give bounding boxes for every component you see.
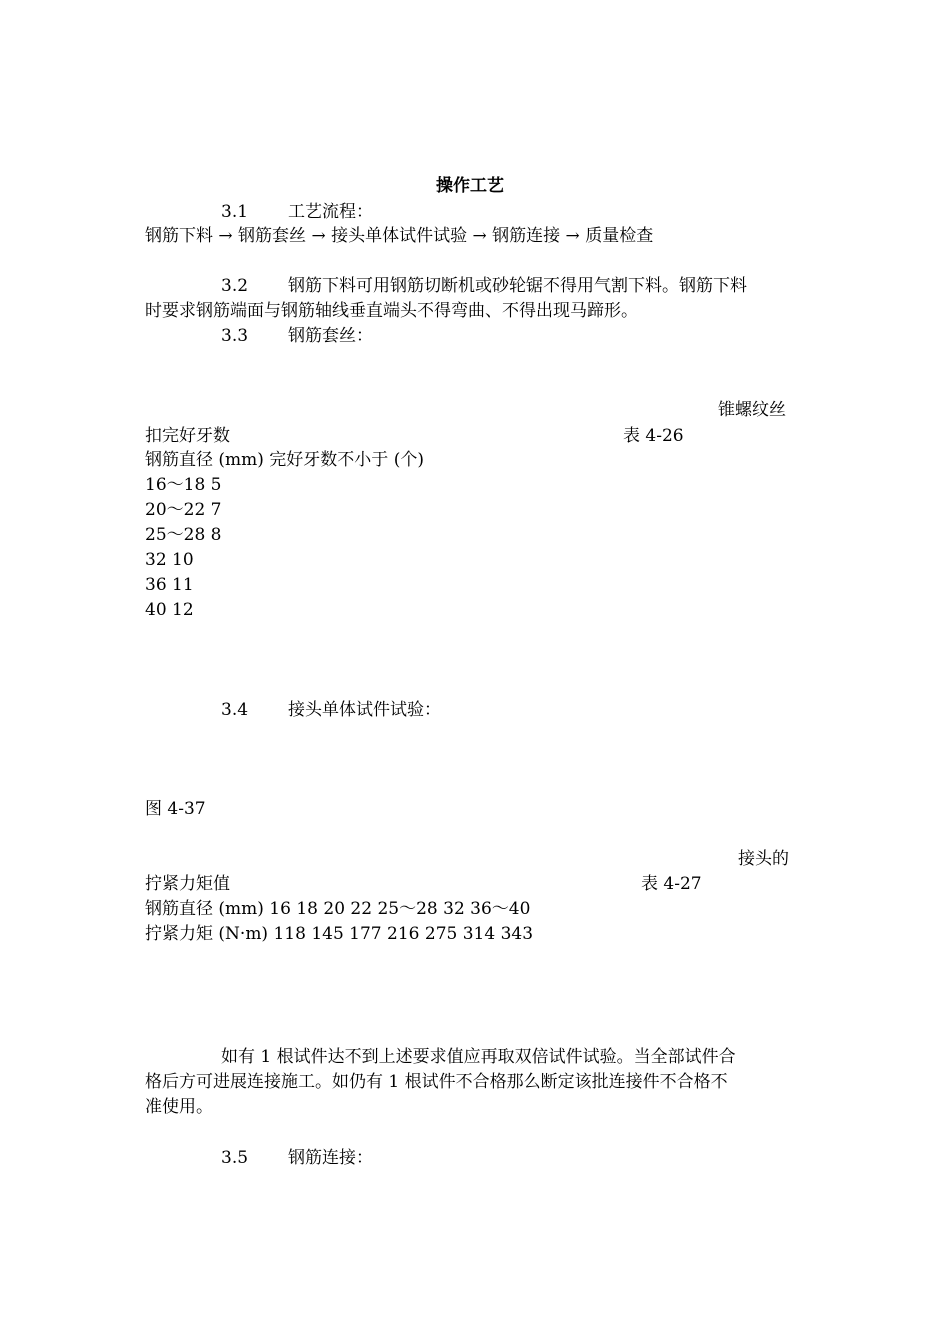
table-row: 25～28 8 [145, 525, 222, 545]
note-line2: 格后方可进展连接施工。如仍有 1 根试件不合格那么断定该批连接件不合格不 [145, 1072, 728, 1092]
table-4-27-number: 表 4-27 [641, 874, 702, 894]
section-3-2-text-line2: 时要求钢筋端面与钢筋轴线垂直端头不得弯曲、不得出现马蹄形。 [145, 301, 638, 321]
note-line3: 准使用。 [145, 1097, 213, 1117]
table-4-27-row-diameter: 钢筋直径 (mm) 16 18 20 22 25～28 32 36～40 [145, 899, 531, 919]
table-4-27-caption-right: 接头的 [738, 849, 789, 869]
table-4-27-caption-left: 拧紧力矩值 [145, 874, 230, 894]
section-3-5-number: 3.5 [221, 1148, 249, 1168]
section-3-3-number: 3.3 [221, 326, 249, 346]
section-3-4-label: 接头单体试件试验： [288, 700, 441, 720]
table-row: 40 12 [145, 600, 194, 620]
table-4-26-header: 钢筋直径 (mm) 完好牙数不小于 (个) [145, 450, 424, 470]
section-3-2-text-line1: 钢筋下料可用钢筋切断机或砂轮锯不得用气割下料。钢筋下料 [288, 276, 747, 296]
table-4-26-number: 表 4-26 [623, 426, 684, 446]
table-row: 16～18 5 [145, 475, 222, 495]
process-flow: 钢筋下料 → 钢筋套丝 → 接头单体试件试验 → 钢筋连接 → 质量检查 [145, 226, 654, 246]
table-row: 20～22 7 [145, 500, 222, 520]
section-3-4-number: 3.4 [221, 700, 249, 720]
section-3-2-number: 3.2 [221, 276, 249, 296]
table-4-27-row-torque: 拧紧力矩 (N·m) 118 145 177 216 275 314 343 [145, 924, 534, 944]
section-3-3-label: 钢筋套丝： [288, 326, 373, 346]
section-3-5-label: 钢筋连接： [288, 1148, 373, 1168]
table-row: 36 11 [145, 575, 194, 595]
table-4-26-caption-left: 扣完好牙数 [145, 426, 230, 446]
section-title: 操作工艺 [436, 176, 504, 196]
section-3-1-label: 工艺流程： [288, 202, 373, 222]
figure-label: 图 4-37 [145, 799, 206, 819]
table-row: 32 10 [145, 550, 194, 570]
table-4-26-caption-right: 锥螺纹丝 [718, 400, 786, 420]
note-line1: 如有 1 根试件达不到上述要求值应再取双倍试件试验。当全部试件合 [221, 1047, 736, 1067]
section-3-1-number: 3.1 [221, 202, 249, 222]
